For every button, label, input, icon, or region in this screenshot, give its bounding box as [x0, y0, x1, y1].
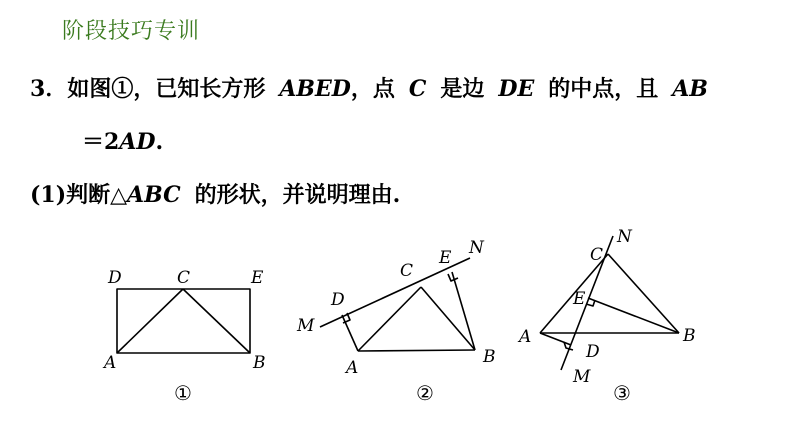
label-e: E: [573, 289, 586, 309]
text-segment: ＝2: [82, 129, 120, 155]
label-a: A: [346, 358, 359, 378]
label-a: A: [104, 353, 117, 373]
segment-be: [588, 298, 679, 333]
figure-2-caption: ②: [416, 381, 434, 405]
figure-1-caption: ①: [174, 381, 192, 405]
segment-ac: [117, 289, 183, 353]
text-segment: 的形状，并说明理由.: [194, 182, 401, 208]
segment-be: [452, 272, 475, 350]
label-b: B: [253, 353, 266, 373]
segment-ab: [358, 350, 475, 351]
label-c: C: [177, 268, 191, 288]
section-title: 阶段技巧专训: [62, 19, 201, 44]
segment-bc: [183, 289, 250, 353]
label-b: B: [683, 326, 696, 346]
text-segment: .: [155, 129, 164, 155]
text-segment: 的中点，且: [548, 76, 659, 102]
rectangle-name: ABED: [279, 76, 351, 102]
segment-name: AB: [672, 76, 708, 102]
segment-ad: [540, 333, 571, 345]
label-b: B: [483, 347, 496, 367]
figure-1-drawing: [117, 289, 250, 353]
text-segment: ．如图①，已知长方形: [45, 76, 266, 102]
label-d: D: [331, 290, 345, 310]
side-name: DE: [498, 76, 535, 102]
triangle-name: ABC: [127, 182, 181, 208]
segment-name: AD: [119, 129, 156, 155]
label-e: E: [439, 248, 452, 268]
label-a: A: [519, 327, 532, 347]
text-segment: ，点: [350, 76, 395, 102]
text-segment: (1)判断△: [30, 182, 128, 208]
label-d: D: [586, 342, 600, 362]
figure-3-caption: ③: [613, 381, 631, 405]
figure-3-drawing: [540, 236, 679, 370]
point-name: C: [408, 76, 427, 102]
label-m: M: [297, 316, 315, 336]
label-d: D: [108, 268, 122, 288]
label-n: N: [617, 227, 632, 247]
label-c: C: [590, 245, 604, 265]
label-c: C: [400, 261, 414, 281]
label-e: E: [251, 268, 264, 288]
problem-number: 3: [30, 76, 46, 102]
segment-bc: [421, 287, 475, 350]
segment-bc: [608, 254, 679, 333]
rectangle-abed: [117, 289, 250, 353]
label-m: M: [573, 367, 591, 387]
text-segment: 是边: [440, 76, 485, 102]
segment-ac: [358, 287, 421, 351]
label-n: N: [469, 238, 484, 258]
